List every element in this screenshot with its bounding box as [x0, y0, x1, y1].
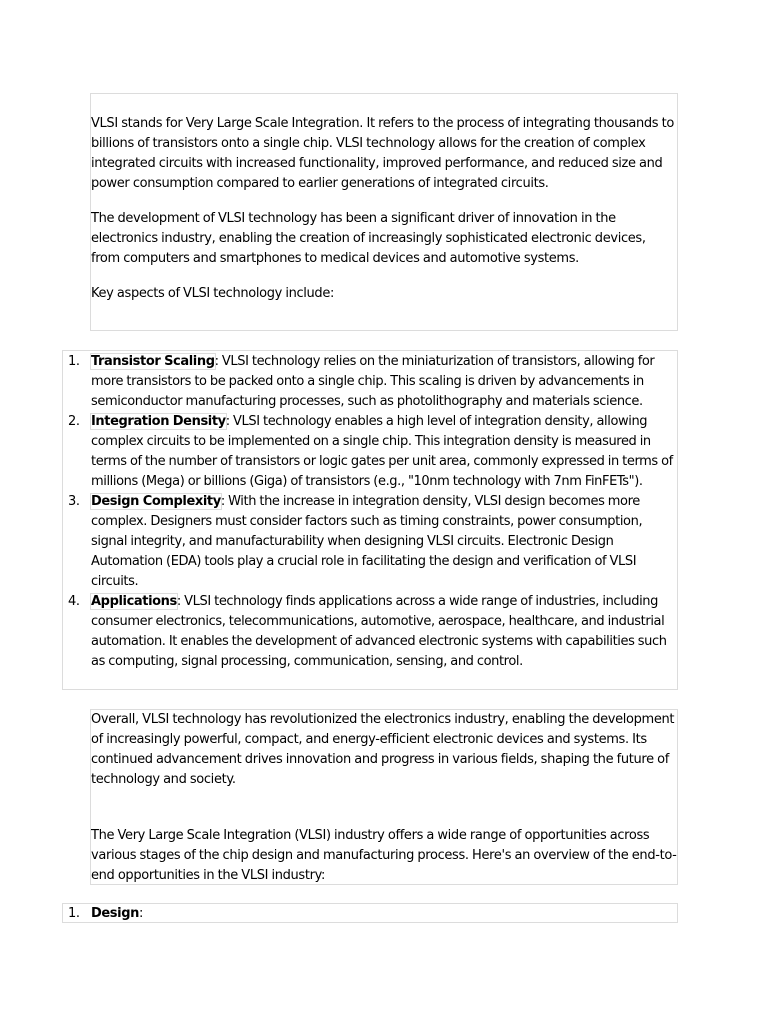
- list-item-text: : VLSI technology enables a high level of integration density, allowing complex circuits to be implemented on a single chip. This integration density is measured in terms of the number of transistors or logic gates per unit area, commonly expressed in terms of millions (Mega) or billions (Giga) of transistors (e.g., "10nm technology with 7nm FinFETs").: [91, 414, 673, 489]
- list-item-text: :: [138, 906, 143, 921]
- list-number: 2.: [68, 414, 80, 429]
- summary-section: [90, 709, 678, 885]
- intro-paragraph-key-aspects: Key aspects of VLSI technology include:: [91, 286, 335, 301]
- opportunities-list: [62, 903, 678, 923]
- list-item: [63, 904, 677, 924]
- list-number: 3.: [68, 494, 80, 509]
- summary-paragraph-overall: Overall, VLSI technology has revolutionized the electronics industry, enabling the development of increasingly powerful, compact, and energy-efficient electronic devices and systems. Its continued advancement drives innovation and progress in various fields, shaping the future of technology and society.: [91, 712, 675, 787]
- list-item-term: Transistor Scaling: [91, 354, 215, 369]
- summary-paragraph-opportunities: The Very Large Scale Integration (VLSI) industry offers a wide range of opportunities across various stages of the chip design and manufacturing process. Here's an overview of the end-to-end opportunities in the VLSI industry:: [91, 828, 677, 883]
- list-item: [63, 412, 677, 492]
- list-number: 1.: [68, 354, 80, 369]
- list-item-term: Design Complexity: [91, 494, 221, 509]
- list-item-term: Integration Density: [91, 414, 226, 429]
- list-item-text: : With the increase in integration density, VLSI design becomes more complex. Designers must consider factors such as timing constraints, power consumption, signal integrity, and manufacturability when designing VLSI circuits. Electronic Design Automation (EDA) tools play a crucial role in facilitating the design and verification of VLSI circuits.: [91, 494, 643, 589]
- intro-section: [90, 93, 678, 331]
- list-item-text: : VLSI technology finds applications across a wide range of industries, including consumer electronics, telecommunications, automotive, aerospace, healthcare, and industrial automation. It enables the development of advanced electronic systems with capabilities such as computing, signal processing, communication, sensing, and control.: [91, 594, 667, 669]
- list-item: [63, 592, 677, 672]
- list-item-text: : VLSI technology relies on the miniaturization of transistors, allowing for more transistors to be packed onto a single chip. This scaling is driven by advancements in semiconductor manufacturing processes, such as photolithography and materials science.: [91, 354, 655, 409]
- intro-paragraph-definition: VLSI stands for Very Large Scale Integration. It refers to the process of integrating thousands to billions of transistors onto a single chip. VLSI technology allows for the creation of complex integrated circuits with increased functionality, improved performance, and reduced size and power consumption compared to earlier generations of integrated circuits.: [91, 116, 674, 191]
- list-item: [63, 492, 677, 592]
- list-number: 1.: [68, 906, 80, 921]
- key-aspects-list: [62, 350, 678, 690]
- list-item-term: Design: [91, 906, 139, 921]
- list-item: [63, 352, 677, 412]
- list-item-term: Applications: [91, 594, 177, 609]
- intro-paragraph-development: The development of VLSI technology has been a significant driver of innovation in the electronics industry, enabling the creation of increasingly sophisticated electronic devices, from computers and smartphones to medical devices and automotive systems.: [91, 211, 646, 266]
- list-number: 4.: [68, 594, 80, 609]
